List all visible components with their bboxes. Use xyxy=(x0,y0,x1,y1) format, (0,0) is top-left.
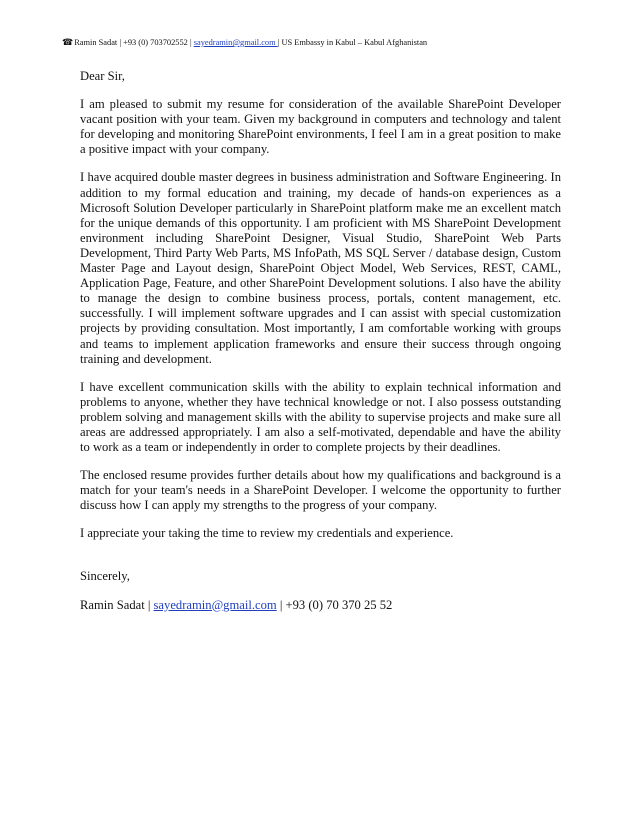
signature-line xyxy=(80,598,561,613)
letter-body xyxy=(80,69,561,613)
signature-name: Ramin Sadat | xyxy=(80,597,154,612)
paragraph-intro: I am pleased to submit my resume for consideration of the available SharePoint Developer vacant position with your team. Given my background in computers and technology and talent for developing and monitoring SharePoint environments, I feel I am in a great position to make a positive impact with your company. xyxy=(80,97,561,157)
header-name-phone: Ramin Sadat | +93 (0) 703702552 | xyxy=(74,38,194,47)
salutation: Dear Sir, xyxy=(80,69,125,83)
paragraph-resume: The enclosed resume provides further details about how my qualifications and background is a match for your team's needs in a SharePoint Developer. I welcome the opportunity to further discuss how I can apply my strengths to the progress of your company. xyxy=(80,468,561,513)
closing-spacer xyxy=(80,555,561,569)
signature-phone: | +93 (0) 70 370 25 52 xyxy=(276,597,393,612)
closing: Sincerely, xyxy=(80,568,130,583)
contact-header xyxy=(62,37,582,48)
header-email-link[interactable]: sayedramin@gmail.com xyxy=(193,38,278,47)
header-location: | US Embassy in Kabul – Kabul Afghanistan xyxy=(277,38,428,47)
paragraph-skills: I have excellent communication skills with the ability to explain technical information and problems to anyone, whether they have technical knowledge or not. I also possess outstanding problem solving and management skills with the ability to supervise projects and make sure all areas are addressed appropriately. I am also a self-motivated, dependable and have the ability to work as a team or independently in order to complete projects by their deadlines. xyxy=(80,379,561,455)
paragraph-thanks: I appreciate your taking the time to review my credentials and experience. xyxy=(80,526,454,541)
paragraph-qualifications: I have acquired double master degrees in business administration and Software Engineering. In addition to my formal education and training, my decade of hands-on experiences as a Microsoft Solution Developer particularly in SharePoint platform make me an excellent match for the unique demands of this opportunity. I am proficient with MS SharePoint Development environment including SharePoint Designer, Visual Studio, SharePoint Web Parts Development, Third Party Web Parts, MS InfoPath, MS SQL Server / database design, Custom Master Page and Layout design, SharePoint Object Model, Web Services, REST, CAML, Application Page, Feature, and other SharePoint Development solutions. I also have the ability to manage the design to combine business process, portals, content management, etc. successfully. I will implement software upgrades and I can assist with special customization projects by providing consultation. Most importantly, I am comfortable working with groups and teams to implement application frameworks and ensure their success through ongoing training and development. xyxy=(80,170,561,366)
phone-icon: ☎ xyxy=(62,37,74,47)
signature-email-link[interactable]: sayedramin@gmail.com xyxy=(153,597,277,612)
